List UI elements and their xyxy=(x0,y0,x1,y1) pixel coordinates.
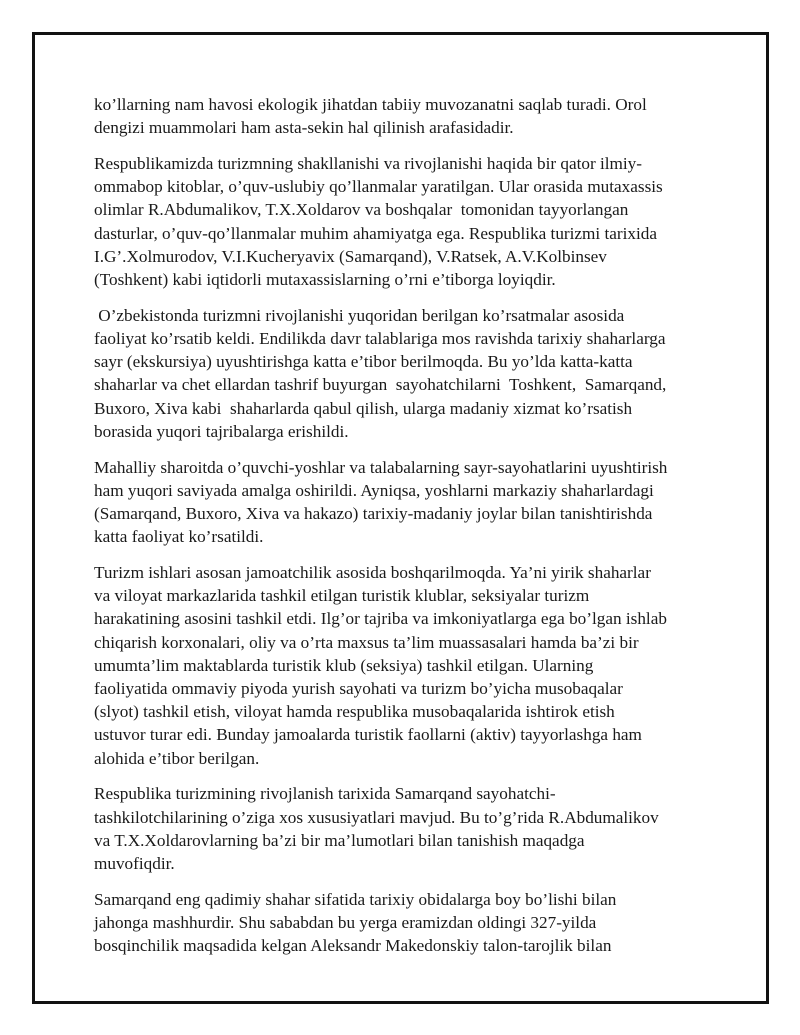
text-line: jahonga mashhurdir. Shu sababdan bu yerga eramizdan oldingi 327-yilda xyxy=(94,913,597,933)
document-body xyxy=(94,93,716,970)
text-line: dasturlar, o’quv-qo’llanmalar muhim ahamiyatga ega. Respublika turizmi tarixida xyxy=(94,223,657,243)
text-line: (Toshkent) kabi iqtidorli mutaxassislarning o’rni e’tiborga loyiqdir. xyxy=(94,270,556,290)
text-line: Buxoro, Xiva kabi shaharlarda qabul qilish, ularga madaniy xizmat ko’rsatish xyxy=(94,398,633,418)
text-line: (Samarqand, Buxoro, Xiva va hakazo) tarixiy-madaniy joylar bilan tanishtirishda xyxy=(94,504,653,524)
text-line: harakatining asosini tashkil etdi. Ilg’or tajriba va imkoniyatlarga ega bo’lgan ishlab xyxy=(94,609,667,629)
text-line: chiqarish korxonalari, oliy va o’rta maxsus ta’lim muassasalari hamda ba’zi bir xyxy=(94,632,639,652)
text-line: ustuvor turar edi. Bunday jamoalarda turistik faollarni (aktiv) tayyorlashga ham xyxy=(94,725,642,745)
text-line: tashkilotchilarining o’ziga xos xususiyatlari mavjud. Bu to’g’rida R.Abdumalikov xyxy=(94,807,659,827)
text-line: O’zbekistonda turizmni rivojlanishi yuqoridan berilgan ko’rsatmalar asosida xyxy=(94,305,625,325)
paragraph-3 xyxy=(94,304,716,443)
text-line: Respublikamizda turizmning shakllanishi va rivojlanishi haqida bir qator ilmiy- xyxy=(94,154,642,173)
text-line: muvofiqdir. xyxy=(94,854,175,874)
text-line: sayr (ekskursiya) uyushtirishga katta e’tibor berilmoqda. Bu yo’lda katta-katta xyxy=(94,352,633,372)
text-line: borasida yuqori tajribalarga erishildi. xyxy=(94,421,349,441)
text-line: Respublika turizmining rivojlanish tarixida Samarqand sayohatchi- xyxy=(94,784,556,804)
text-line: va viloyat markazlarida tashkil etilgan turistik klublar, seksiyalar turizm xyxy=(94,586,590,606)
text-line: bosqinchilik maqsadida kelgan Aleksandr Makedonskiy talon-tarojlik bilan xyxy=(94,936,612,956)
paragraph-6 xyxy=(94,782,716,875)
text-line: faoliyat ko’rsatib keldi. Endilikda davr talablariga mos ravishda tarixiy shaharlarga xyxy=(94,329,666,349)
text-line: ko’llarning nam havosi ekologik jihatdan tabiiy muvozanatni saqlab turadi. Orol xyxy=(94,95,647,114)
text-line: alohida e’tibor berilgan. xyxy=(94,748,260,768)
text-line: va T.X.Xoldarovlarning ba’zi bir ma’lumotlari bilan tanishish maqadga xyxy=(94,830,585,850)
text-line: olimlar R.Abdumalikov, T.X.Xoldarov va boshqalar tomonidan tayyorlangan xyxy=(94,200,629,220)
text-line: faoliyatida ommaviy piyoda yurish sayohati va turizm bo’yicha musobaqalar xyxy=(94,679,623,699)
paragraph-2 xyxy=(94,152,716,291)
text-line: I.G’.Xolmurodov, V.I.Kucheryavix (Samarqand), V.Ratsek, A.V.Kolbinsev xyxy=(94,246,607,266)
text-line: Mahalliy sharoitda o’quvchi-yoshlar va talabalarning sayr-sayohatlarini uyushtirish xyxy=(94,457,668,477)
text-line: shaharlar va chet ellardan tashrif buyurgan sayohatchilarni Toshkent, Samarqand, xyxy=(94,375,667,395)
paragraph-7 xyxy=(94,888,716,958)
text-line: (slyot) tashkil etish, viloyat hamda respublika musobaqalarida ishtirok etish xyxy=(94,702,615,722)
text-line: umumta’lim maktablarda turistik klub (seksiya) tashkil etilgan. Ularning xyxy=(94,655,594,675)
text-line: dengizi muammolari ham asta-sekin hal qilinish arafasidadir. xyxy=(94,118,514,138)
text-line: ommabop kitoblar, o’quv-uslubiy qo’llanmalar yaratilgan. Ular orasida mutaxassis xyxy=(94,177,663,197)
paragraph-1 xyxy=(94,93,716,139)
paragraph-5 xyxy=(94,561,716,770)
text-line: Samarqand eng qadimiy shahar sifatida tarixiy obidalarga boy bo’lishi bilan xyxy=(94,889,617,909)
paragraph-4 xyxy=(94,456,716,549)
text-line: katta faoliyat ko’rsatildi. xyxy=(94,527,264,547)
text-line: Turizm ishlari asosan jamoatchilik asosida boshqarilmoqda. Ya’ni yirik shaharlar xyxy=(94,563,651,583)
text-line: ham yuqori saviyada amalga oshirildi. Ayniqsa, yoshlarni markaziy shaharlardagi xyxy=(94,480,654,500)
